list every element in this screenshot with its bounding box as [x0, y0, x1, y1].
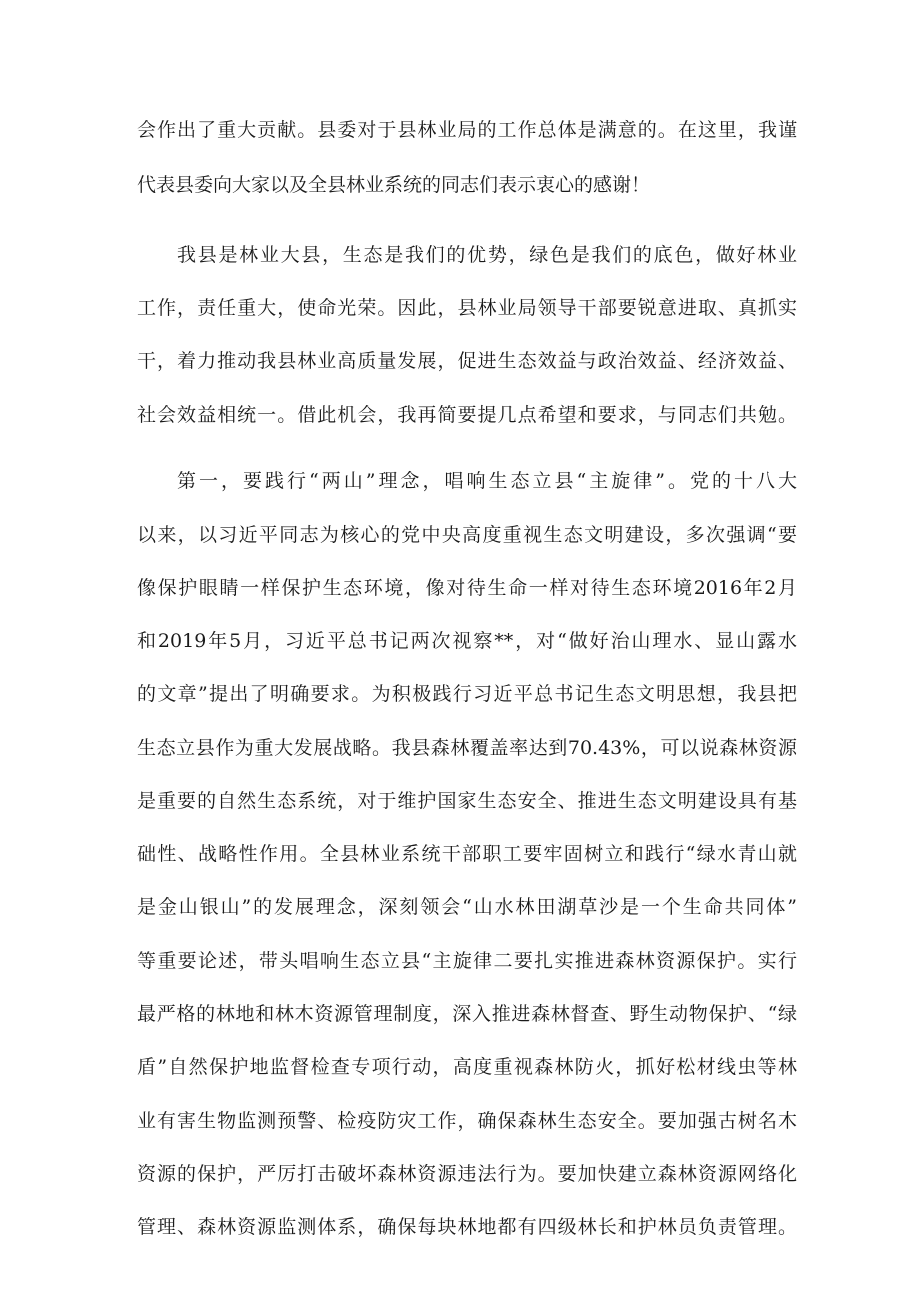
paragraph-3-line-3: 像保护眼睛一样保护生态环境，像对待生命一样对待生态环境2016年2月 [137, 577, 797, 599]
paragraph-3-line-14: 资源的保护，严厉打击破坏森林资源违法行为。要加快建立森林资源网络化 [137, 1163, 797, 1185]
paragraph-3-line-8: 础性、战略性作用。全县林业系统干部职工要牢固树立和践行“绿水青山就 [137, 843, 797, 865]
paragraph-3-line-1: 第一，要践行“两山”理念，唱响生态立县“主旋律”。党的十八大 [177, 470, 797, 492]
paragraph-2-line-4: 社会效益相统一。借此机会，我再简要提几点希望和要求，与同志们共勉。 [137, 404, 797, 426]
paragraph-1-line-2: 代表县委向大家以及全县林业系统的同志们表示衷心的感谢！ [137, 174, 651, 196]
paragraph-1-line-1: 会作出了重大贡献。县委对于县林业局的工作总体是满意的。在这里，我谨 [137, 119, 797, 141]
paragraph-3-line-6: 生态立县作为重大发展战略。我县森林覆盖率达到70.43%，可以说森林资源 [137, 737, 797, 759]
paragraph-3-line-9: 是金山银山”的发展理念，深刻领会“山水林田湖草沙是一个生命共同体” [137, 896, 797, 918]
paragraph-3-line-15: 管理、森林资源监测体系，确保每块林地都有四级林长和护林员负责管理。 [137, 1216, 797, 1238]
paragraph-3-line-4: 和2019年5月，习近平总书记两次视察**，对“做好治山理水、显山露水 [137, 630, 797, 652]
paragraph-3-line-11: 最严格的林地和林木资源管理制度，深入推进森林督查、野生动物保护、“绿 [137, 1003, 797, 1025]
paragraph-3-line-12: 盾”自然保护地监督检查专项行动，高度重视森林防火，抓好松材线虫等林 [137, 1056, 797, 1078]
paragraph-2-line-3: 干，着力推动我县林业高质量发展，促进生态效益与政治效益、经济效益、 [137, 350, 797, 372]
paragraph-3-line-5: 的文章”提出了明确要求。为积极践行习近平总书记生态文明思想，我县把 [137, 683, 797, 705]
paragraph-3-line-2: 以来，以习近平同志为核心的党中央高度重视生态文明建设，多次强调“要 [137, 524, 797, 546]
paragraph-2-line-1: 我县是林业大县，生态是我们的优势，绿色是我们的底色，做好林业 [177, 244, 797, 266]
paragraph-3-line-10: 等重要论述，带头唱响生态立县“主旋律二要扎实推进森林资源保护。实行 [137, 950, 797, 972]
paragraph-3-line-7: 是重要的自然生态系统，对于维护国家生态安全、推进生态文明建设具有基 [137, 790, 797, 812]
paragraph-2-line-2: 工作，责任重大，使命光荣。因此，县林业局领导干部要锐意进取、真抓实 [137, 297, 797, 319]
paragraph-3-line-13: 业有害生物监测预警、检疫防灾工作，确保森林生态安全。要加强古树名木 [137, 1110, 797, 1132]
